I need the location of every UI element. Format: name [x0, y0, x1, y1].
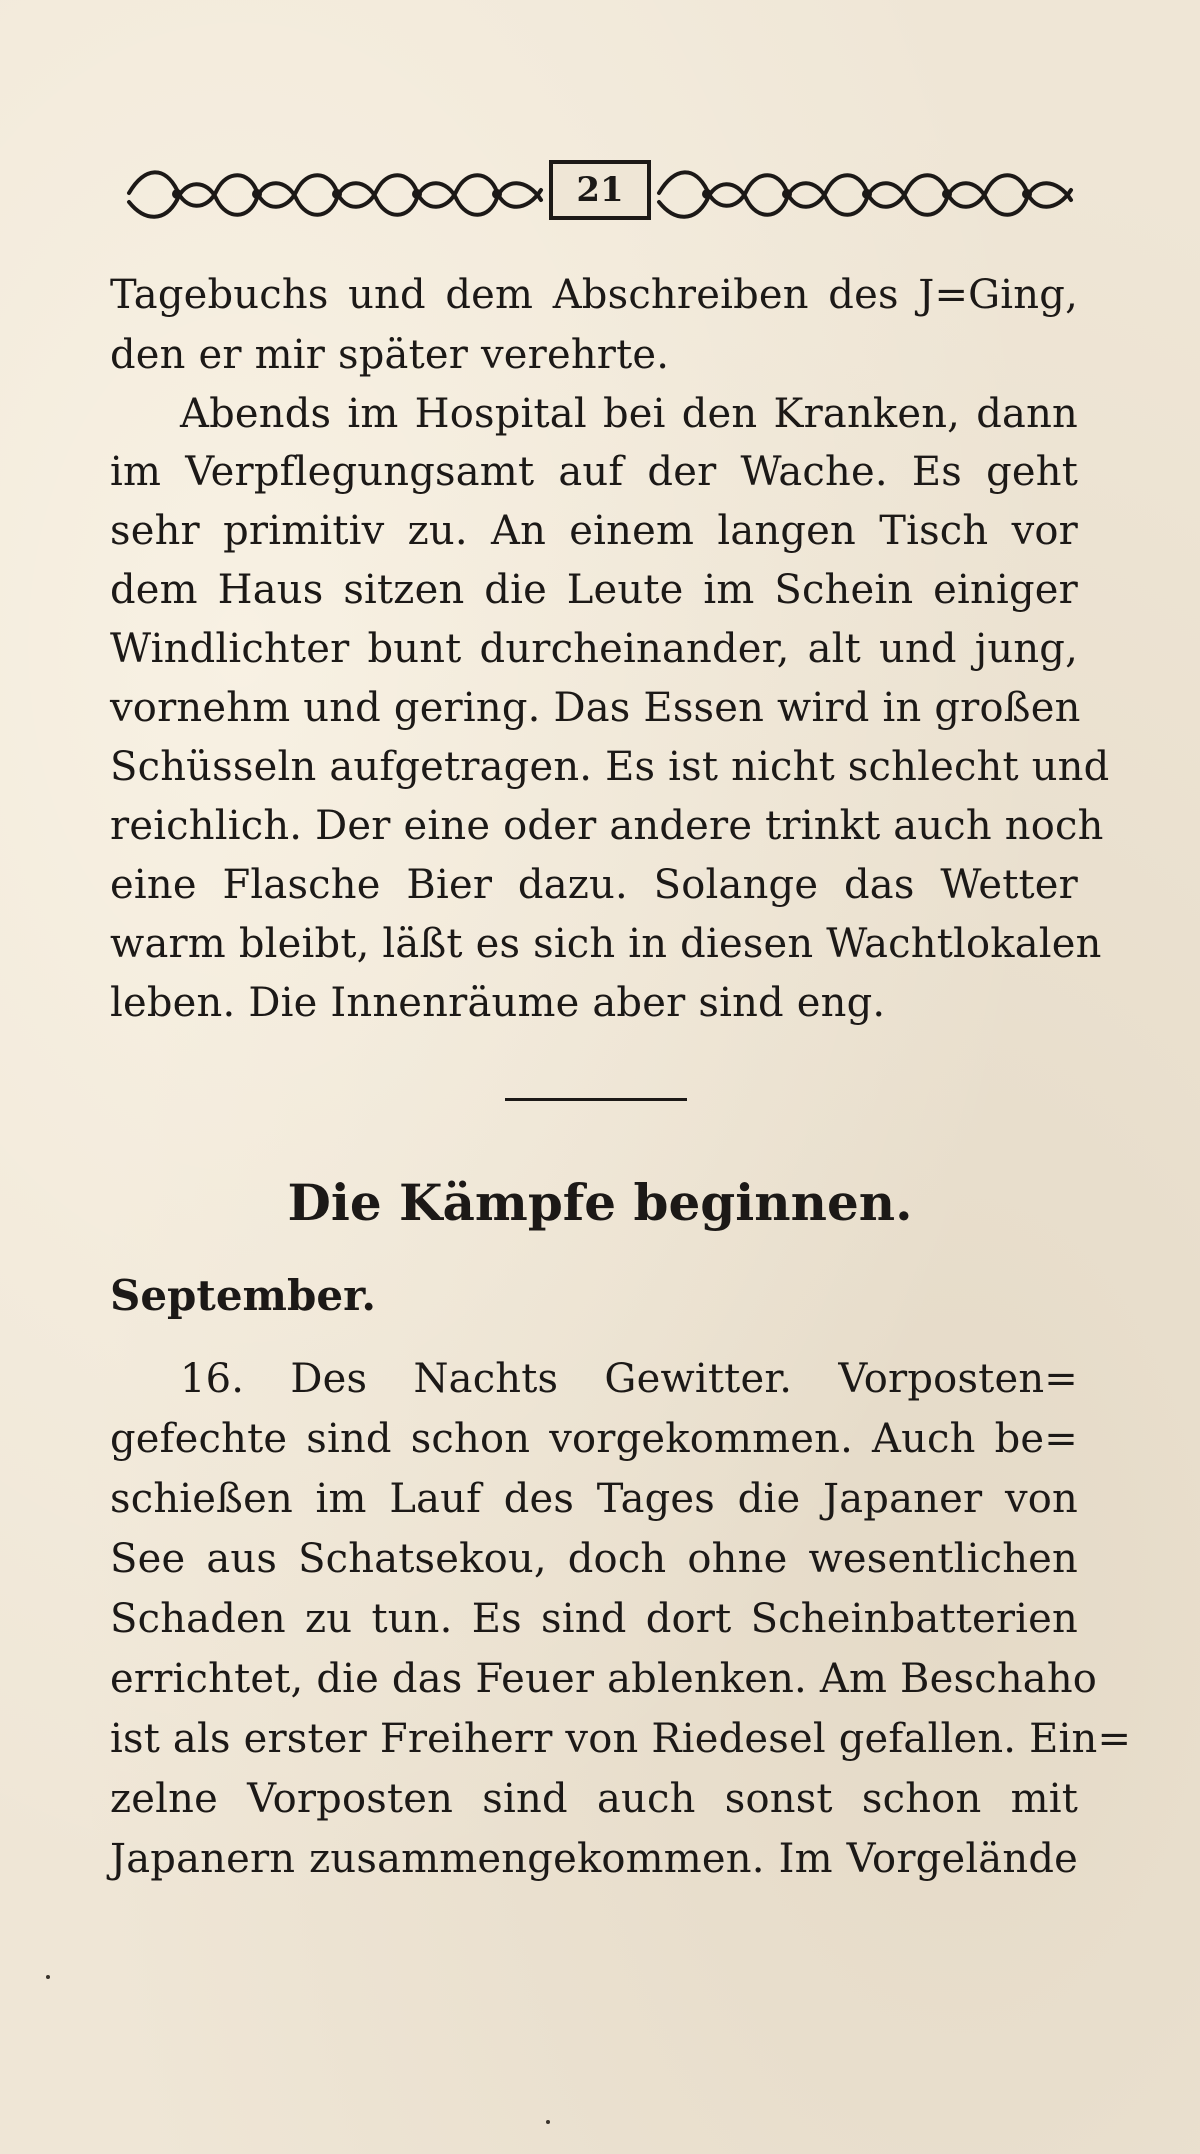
text-line: leben. Die Innenräume aber sind eng.: [110, 980, 886, 1026]
paper-speck: [46, 1975, 50, 1979]
text-line: dem Haus sitzen die Leute im Schein einiger: [110, 567, 1078, 613]
text-line: warm bleibt, läßt es sich in diesen Wachtlokalen: [110, 921, 1102, 967]
paper-speck: [546, 2120, 550, 2124]
text-line: zelne Vorposten sind auch sonst schon mit: [110, 1776, 1078, 1822]
text-line: Windlichter bunt durcheinander, alt und jung,: [110, 626, 1078, 672]
text-line: Schaden zu tun. Es sind dort Scheinbatterien: [110, 1596, 1078, 1642]
page-header: [125, 160, 1075, 226]
text-line: den er mir später verehrte.: [110, 332, 670, 378]
month-heading: September.: [110, 1271, 376, 1320]
text-line: Tagebuchs und dem Abschreiben des J=Ging,: [110, 272, 1078, 318]
text-line: 16. Des Nachts Gewitter. Vorposten=: [180, 1356, 1078, 1402]
text-line: gefechte sind schon vorgekommen. Auch be=: [110, 1416, 1078, 1462]
page-number: 21: [549, 160, 651, 220]
text-line: im Verpflegungsamt auf der Wache. Es geht: [110, 449, 1078, 495]
section-divider: [505, 1098, 687, 1101]
ornament-right-icon: [655, 160, 1075, 226]
text-line: sehr primitiv zu. An einem langen Tisch vor: [110, 508, 1078, 554]
text-line: schießen im Lauf des Tages die Japaner von: [110, 1476, 1078, 1522]
text-line: Schüsseln aufgetragen. Es ist nicht schlecht und: [110, 744, 1110, 790]
section-title: Die Kämpfe beginnen.: [287, 1173, 913, 1232]
ornament-left-icon: [125, 160, 545, 226]
text-line: Japanern zusammengekommen. Im Vorgelände: [110, 1836, 1078, 1882]
text-line: reichlich. Der eine oder andere trinkt auch noch: [110, 803, 1104, 849]
text-line: Abends im Hospital bei den Kranken, dann: [180, 391, 1078, 437]
text-line: ist als erster Freiherr von Riedesel gefallen. Ein=: [110, 1716, 1132, 1762]
text-line: See aus Schatsekou, doch ohne wesentlichen: [110, 1536, 1078, 1582]
text-line: vornehm und gering. Das Essen wird in großen: [110, 685, 1081, 731]
text-line: errichtet, die das Feuer ablenken. Am Beschaho: [110, 1656, 1098, 1702]
text-line: eine Flasche Bier dazu. Solange das Wetter: [110, 862, 1078, 908]
